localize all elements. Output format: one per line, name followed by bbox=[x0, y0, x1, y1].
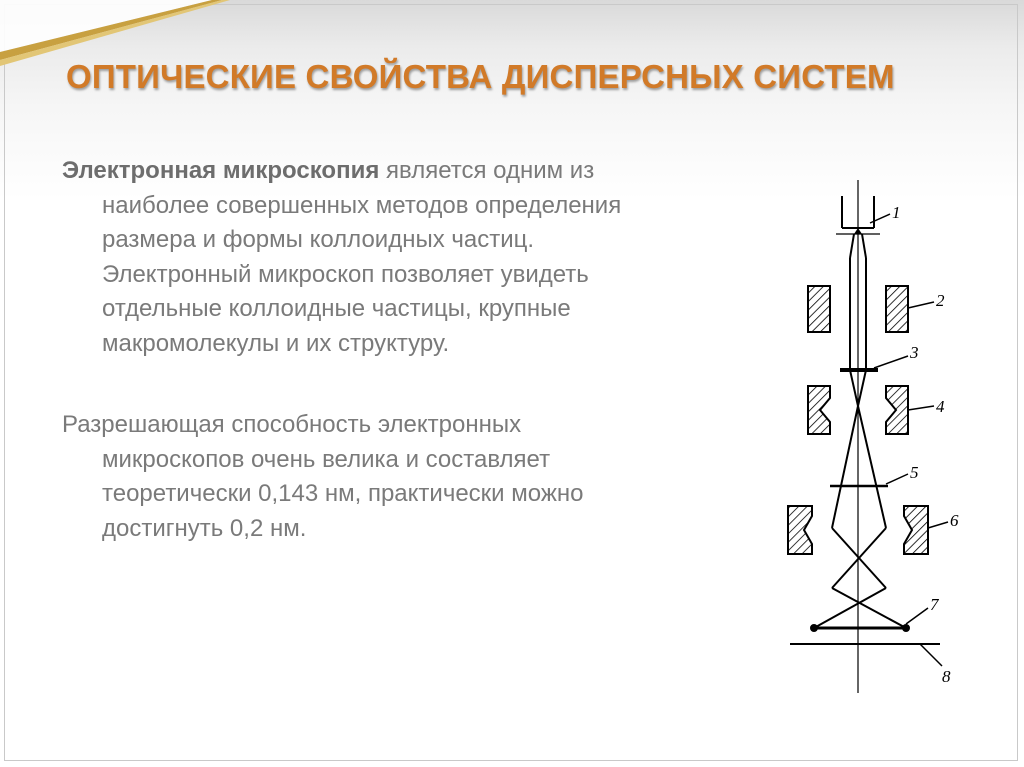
diagram-label-7: 7 bbox=[930, 595, 939, 614]
paragraph-electron-microscopy bbox=[62, 154, 742, 362]
paragraph2-line3: теоретически 0,143 нм, практически можно bbox=[102, 480, 584, 508]
electron-beam-projection bbox=[814, 528, 906, 628]
paragraph2-line2: микроскопов очень велика и составляет bbox=[102, 445, 551, 473]
fluorescent-screen bbox=[811, 625, 909, 631]
paragraph1-line2: наиболее совершенных методов определения bbox=[102, 191, 622, 219]
paragraph2-line4: достигнуть 0,2 нм. bbox=[102, 514, 307, 542]
paragraph1-line1-rest: является одним из bbox=[379, 157, 595, 184]
paragraph2-line1: Разрешающая способность электронных bbox=[62, 411, 522, 438]
electron-microscope-diagram bbox=[770, 178, 980, 698]
paragraph1-line6: макромолекулы и их структуру. bbox=[102, 329, 450, 357]
paragraph1-line1 bbox=[62, 154, 742, 189]
paragraph1-line5: отдельные коллоидные частицы, крупные bbox=[102, 295, 571, 323]
diagram-label-1: 1 bbox=[892, 203, 901, 222]
paragraph1-line3: размера и формы коллоидных частиц. bbox=[102, 226, 535, 254]
paragraph-resolution bbox=[62, 408, 742, 546]
diagram-label-6: 6 bbox=[950, 511, 959, 530]
diagram-label-4: 4 bbox=[936, 397, 945, 416]
term-electron-microscopy: Электронная микроскопия bbox=[62, 157, 380, 184]
slide-title: ОПТИЧЕСКИЕ СВОЙСТВА ДИСПЕРСНЫХ СИСТЕМ bbox=[66, 58, 895, 95]
electron-beam-lower bbox=[832, 406, 886, 528]
diagram-label-2: 2 bbox=[936, 291, 945, 310]
diagram-label-8: 8 bbox=[942, 667, 951, 686]
diagram-label-3: 3 bbox=[910, 343, 919, 362]
paragraph1-line4: Электронный микроскоп позволяет увидеть bbox=[102, 260, 589, 288]
diagram-label-5: 5 bbox=[910, 463, 919, 482]
